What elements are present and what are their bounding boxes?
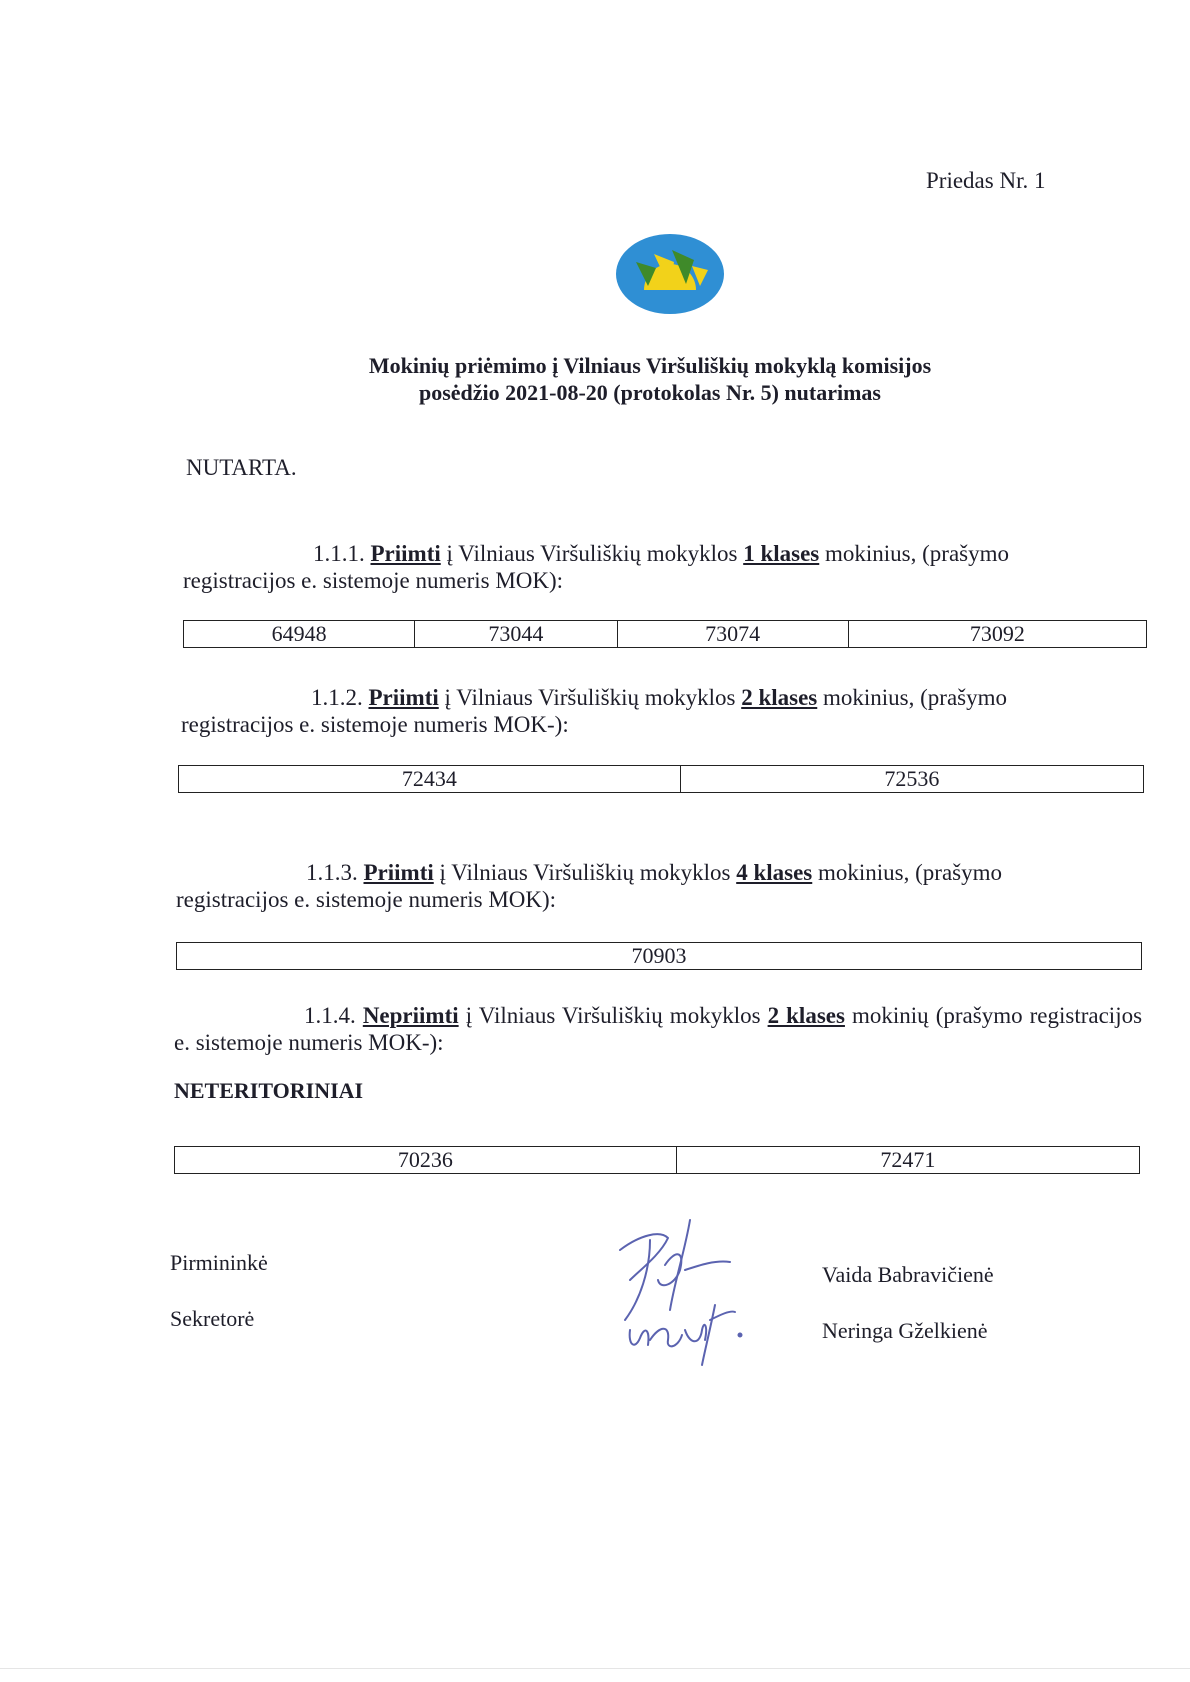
- item-text: į Vilniaus Viršuliškių mokyklos: [444, 685, 736, 710]
- item-class: 4 klases: [736, 860, 813, 885]
- registration-table-3: [176, 942, 1142, 970]
- item-action: Nepriimti: [362, 1003, 459, 1028]
- item-action: Priimti: [363, 860, 434, 885]
- chair-role: Pirmininkė: [170, 1250, 268, 1275]
- registration-number: 73044: [415, 621, 617, 647]
- title-line-1: Mokinių priėmimo į Vilniaus Viršuliškių mokyklą komisijos: [368, 353, 932, 378]
- item-text: mokinius, (prašymo registracijos e. sistemoje numeris MOK):: [183, 541, 1009, 593]
- item-text: mokinių (prašymo registracijos e. sistemoje numeris MOK-):: [174, 1003, 1143, 1055]
- item-text: į Vilniaus Viršuliškių mokyklos: [465, 1003, 761, 1028]
- annex-number: Priedas Nr. 1: [926, 168, 1046, 193]
- decision-item-2: [181, 684, 1081, 738]
- decision-item-4: [174, 1002, 1142, 1056]
- item-number: 1.1.1.: [313, 541, 365, 566]
- school-logo: [614, 232, 726, 316]
- secretary-name: Neringa Gželkienė: [822, 1318, 988, 1343]
- registration-number: 73074: [618, 621, 849, 647]
- item-number: 1.1.2.: [311, 685, 363, 710]
- item-number: 1.1.4.: [304, 1003, 356, 1028]
- registration-number: 70903: [631, 943, 687, 968]
- registration-table-2: [178, 765, 1144, 793]
- item-text: mokinius, (prašymo registracijos e. sistemoje numeris MOK-):: [181, 685, 1007, 737]
- item-action: Priimti: [370, 541, 441, 566]
- handwritten-signature: [590, 1210, 780, 1370]
- registration-table-4: [174, 1146, 1140, 1174]
- item-class: 2 klases: [767, 1003, 845, 1028]
- item-text: į Vilniaus Viršuliškių mokyklos: [439, 860, 731, 885]
- registration-number: 70236: [175, 1147, 677, 1173]
- item-action: Priimti: [368, 685, 439, 710]
- registration-number: 72434: [179, 766, 681, 792]
- decided-label: NUTARTA.: [186, 455, 297, 480]
- registration-table-1: [183, 620, 1147, 648]
- registration-number: 73092: [969, 621, 1025, 646]
- item-class: 1 klases: [743, 541, 820, 566]
- decision-item-1: [183, 540, 1083, 594]
- scan-edge-line: [0, 1668, 1190, 1669]
- document-title: [300, 352, 1000, 406]
- item-text: į Vilniaus Viršuliškių mokyklos: [446, 541, 738, 566]
- item-number: 1.1.3.: [306, 860, 358, 885]
- registration-number: 72536: [884, 766, 940, 791]
- decision-item-3: [176, 859, 1076, 913]
- title-line-2: posėdžio 2021-08-20 (protokolas Nr. 5) nutarimas: [418, 380, 881, 405]
- item-text: mokinius, (prašymo registracijos e. sistemoje numeris MOK):: [176, 860, 1002, 912]
- registration-number: 64948: [184, 621, 415, 647]
- item-class: 2 klases: [741, 685, 818, 710]
- secretary-role: Sekretorė: [170, 1306, 255, 1331]
- chair-name: Vaida Babravičienė: [822, 1262, 994, 1287]
- registration-number: 72471: [880, 1147, 936, 1172]
- non-territorial-heading: NETERITORINIAI: [174, 1078, 364, 1103]
